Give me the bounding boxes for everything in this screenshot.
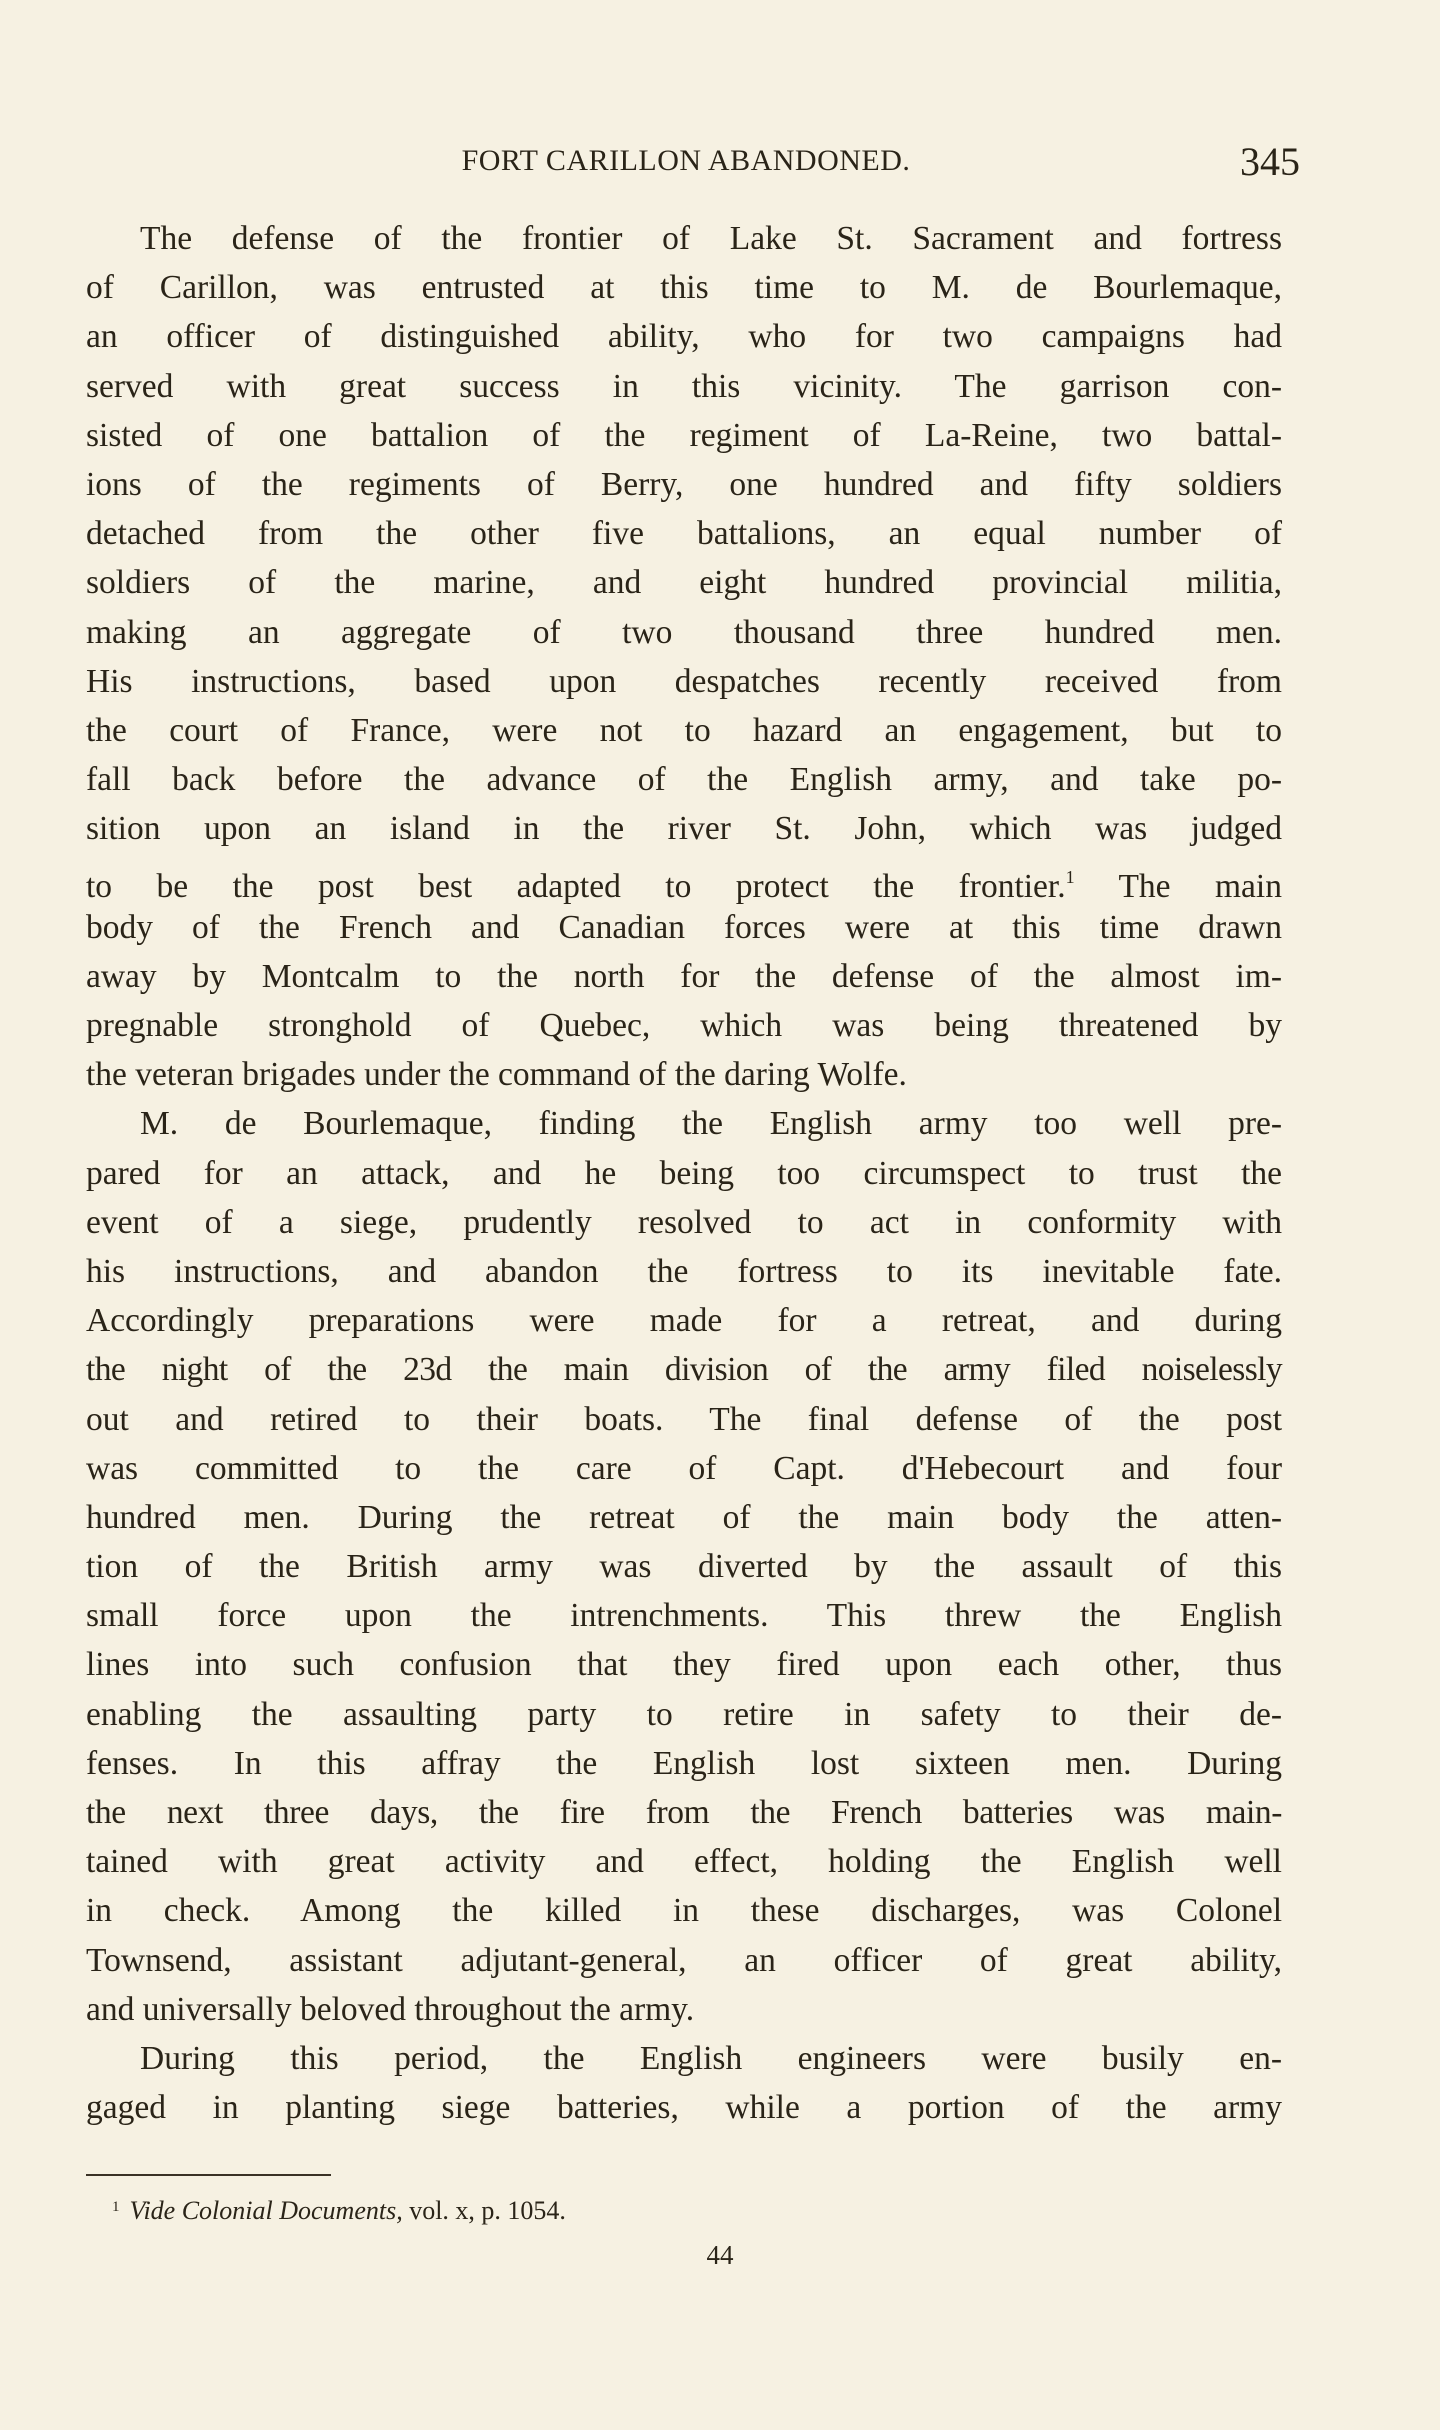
text-line: lines into such confusion that they fired upon each other, thus [86,1646,1282,1684]
page-number: 345 [1240,139,1300,184]
text-line: away by Montcalm to the north for the defense of the almost im- [86,957,1282,995]
text-line: fall back before the advance of the English army, and take po- [86,761,1282,799]
body-text [86,214,1282,2132]
footnote [112,2196,566,2226]
text-line: his instructions, and abandon the fortress to its inevitable fate. [86,1252,1282,1290]
text-line: gaged in planting siege batteries, while a portion of the army [86,2089,1282,2127]
text-line: M. de Bourlemaque, finding the English army too well pre- [140,1105,1282,1143]
page-header [86,138,1300,188]
text-line: During this period, the English engineers were busily en- [140,2039,1282,2077]
text-line: fenses. In this affray the English lost sixteen men. During [86,1744,1282,1782]
text-line: Townsend, assistant adjutant-general, an officer of great ability, [86,1941,1282,1979]
text-line: making an aggregate of two thousand three hundred men. [86,613,1282,651]
footnote-title: Vide Colonial Documents, [129,2196,403,2225]
text-line-end: The main [1118,868,1282,906]
text-line-with-footnote-ref [86,853,1282,906]
text-line: out and retired to their boats. The final defense of the post [86,1400,1282,1438]
text-line: the next three days, the fire from the French batteries was main- [86,1794,1282,1831]
text-line: the veteran brigades under the command of the daring Wolfe. [86,1056,907,1094]
text-line: detached from the other five battalions, an equal number of [86,515,1282,553]
text-line: enabling the assaulting party to retire in safety to their de- [86,1695,1282,1733]
signature-mark: 44 [706,2240,734,2270]
text-line: in check. Among the killed in these discharges, was Colonel [86,1892,1282,1930]
text-line: body of the French and Canadian forces were at this time drawn [86,908,1282,946]
text-line: and universally beloved throughout the army. [86,1990,695,2028]
footnote-marker: 1 [112,2199,120,2215]
text-line: hundred men. During the retreat of the main body the atten- [86,1498,1282,1536]
text-line: sition upon an island in the river St. John, which was judged [86,810,1282,848]
text-line: The defense of the frontier of Lake St. Sacrament and fortress [140,220,1282,257]
text-line: an officer of distinguished ability, who for two campaigns had [86,318,1282,356]
text-line: the court of France, were not to hazard an engagement, but to [86,711,1282,749]
footnote-divider [86,2174,331,2176]
running-head: FORT CARILLON ABANDONED. [461,144,911,177]
text-line: ions of the regiments of Berry, one hundred and fifty soldiers [86,465,1282,503]
text-line: event of a siege, prudently resolved to act in conformity with [86,1203,1282,1241]
text-line: tion of the British army was diverted by the assault of this [86,1548,1282,1586]
text-line: His instructions, based upon despatches recently received from [86,662,1282,700]
footnote-reference[interactable]: 1 [1065,867,1075,888]
text-line: Accordingly preparations were made for a retreat, and during [86,1302,1282,1340]
text-line: served with great success in this vicinity. The garrison con- [86,367,1282,405]
text-line-start: to be the post best adapted to protect the frontier. [86,868,1066,906]
text-line: was committed to the care of Capt. d'Hebecourt and four [86,1449,1282,1487]
text-line: the night of the 23d the main division of the army filed noiselessly [86,1351,1282,1389]
text-line: small force upon the intrenchments. This threw the English [86,1597,1282,1635]
text-line: pared for an attack, and he being too circumspect to trust the [86,1154,1282,1192]
text-line: pregnable stronghold of Quebec, which was being threatened by [86,1007,1282,1044]
text-line: sisted of one battalion of the regiment of La-Reine, two battal- [86,416,1282,454]
footnote-citation: vol. x, p. 1054. [409,2196,566,2225]
text-line: soldiers of the marine, and eight hundred provincial militia, [86,564,1282,602]
text-line: of Carillon, was entrusted at this time to M. de Bourlemaque, [86,269,1282,307]
text-line: tained with great activity and effect, holding the English well [86,1843,1282,1881]
